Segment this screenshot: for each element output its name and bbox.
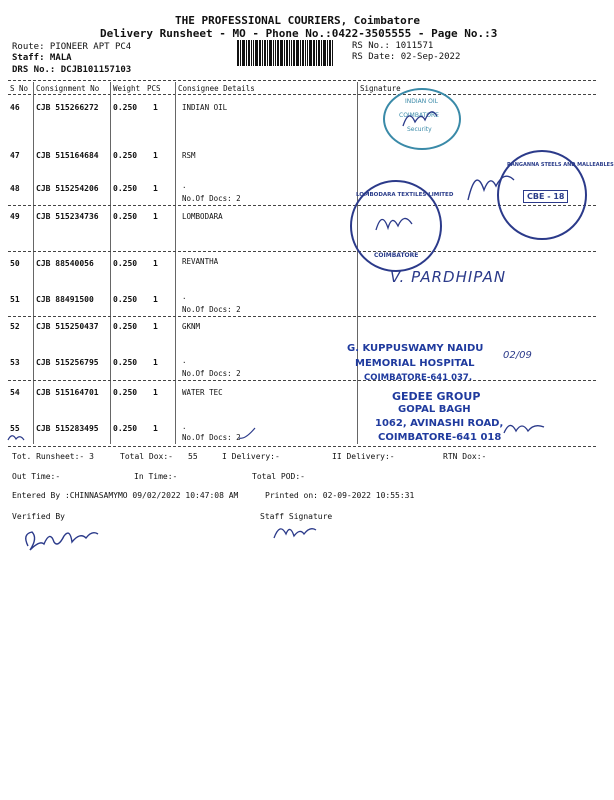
- total-runsheet: Tot. Runsheet:- 3: [12, 452, 94, 461]
- row-consignee: WATER TEC: [182, 388, 223, 397]
- lombodara-signature: [372, 206, 418, 240]
- row-sno: 47: [10, 151, 20, 160]
- row-rule: [8, 446, 596, 447]
- row-sno: 50: [10, 259, 20, 268]
- row-consignment: CJB 88491500: [36, 295, 94, 304]
- company-title: THE PROFESSIONAL COURIERS, Coimbatore: [175, 14, 421, 27]
- ranganna-signature: [462, 160, 522, 206]
- row-consignment: CJB 515266272: [36, 103, 99, 112]
- rs-number: RS No.: 1011571: [352, 41, 434, 51]
- col-weight: Weight: [113, 84, 141, 93]
- row-weight: 0.250: [113, 151, 138, 160]
- total-pod: Total POD:-: [252, 472, 305, 481]
- gedee-stamp-line1: GEDEE GROUP: [392, 390, 481, 403]
- hospital-stamp-line2: MEMORIAL HOSPITAL: [355, 358, 475, 369]
- col-sno: S No: [10, 84, 29, 93]
- staff-label: Staff: MALA: [12, 53, 72, 63]
- row-consignee: LOMBODARA: [182, 212, 223, 221]
- pen-mark: [6, 430, 28, 444]
- row-rule: [8, 316, 596, 317]
- row-pcs: 1: [153, 151, 158, 160]
- date-scrawl: 02/09: [503, 350, 532, 361]
- row-consignee: .: [182, 181, 187, 190]
- row-pcs: 1: [153, 424, 158, 433]
- row-docs: No.Of Docs: 2: [182, 305, 241, 314]
- col-divider: [175, 82, 176, 444]
- row-pcs: 1: [153, 322, 158, 331]
- route-label: Route: PIONEER APT PC4: [12, 42, 132, 52]
- row-sno: 51: [10, 295, 20, 304]
- hospital-stamp-line1: G. KUPPUSWAMY NAIDU: [347, 343, 484, 354]
- printed-on: Printed on: 02-09-2022 10:55:31: [265, 491, 415, 500]
- row-sno: 48: [10, 184, 20, 193]
- row-consignment: CJB 515283495: [36, 424, 99, 433]
- lombodara-stamp: LOMBODARA TEXTILES LIMITED COIMBATORE: [350, 180, 442, 272]
- row-consignee: GKNM: [182, 322, 201, 331]
- row-consignee: .: [182, 422, 187, 431]
- rs-date: RS Date: 02-Sep-2022: [352, 52, 461, 62]
- row-weight: 0.250: [113, 388, 138, 397]
- header-bottom-rule: [8, 94, 596, 95]
- total-dox-label: Total Dox:-: [120, 452, 173, 461]
- row-weight: 0.250: [113, 259, 138, 268]
- col-divider: [110, 82, 111, 444]
- row-consignment: CJB 515234736: [36, 212, 99, 221]
- hospital-stamp-line3: COIMBATORE-641 037.: [364, 373, 473, 383]
- row-consignee: REVANTHA: [182, 257, 219, 266]
- entered-by: Entered By :CHINNASAMYMO 09/02/2022 10:47:08 AM: [12, 491, 239, 500]
- row-sno: 46: [10, 103, 20, 112]
- row-sno: 49: [10, 212, 20, 221]
- header-top-rule: [8, 80, 596, 81]
- row-pcs: 1: [153, 388, 158, 397]
- runsheet-subtitle: Delivery Runsheet - MO - Phone No.:0422-3505555 - Page No.:3: [100, 27, 498, 40]
- verified-by: Verified By: [12, 512, 65, 521]
- row-sno: 53: [10, 358, 20, 367]
- row-consignment: CJB 515164701: [36, 388, 99, 397]
- out-time: Out Time:-: [12, 472, 61, 481]
- row-docs: No.Of Docs: 2: [182, 194, 241, 203]
- row-consignment: CJB 88540056: [36, 259, 94, 268]
- handwritten-name: V. PARDHIPAN: [390, 268, 507, 286]
- row-pcs: 1: [153, 103, 158, 112]
- verifier-signature: [20, 520, 110, 560]
- drs-number: DRS No.: DCJB101157103: [12, 65, 132, 75]
- row-consignment: CJB 515254206: [36, 184, 99, 193]
- col-consignee: Consignee Details: [178, 84, 255, 93]
- row-weight: 0.250: [113, 358, 138, 367]
- row-pcs: 1: [153, 358, 158, 367]
- gedee-stamp-line2: GOPAL BAGH: [398, 404, 471, 415]
- staff-signature: [270, 516, 320, 544]
- row-weight: 0.250: [113, 184, 138, 193]
- row-consignment: CJB 515250437: [36, 322, 99, 331]
- gedee-signature: [500, 415, 548, 441]
- row-sno: 52: [10, 322, 20, 331]
- row-weight: 0.250: [113, 103, 138, 112]
- row-consignee: INDIAN OIL: [182, 103, 228, 112]
- row-sno: 55: [10, 424, 20, 433]
- indian-oil-stamp: INDIAN OIL COIMBATORE Security: [383, 88, 461, 150]
- row-consignee: RSM: [182, 151, 196, 160]
- row-weight: 0.250: [113, 424, 138, 433]
- gedee-stamp-line3: 1062, AVINASHI ROAD,: [375, 418, 504, 429]
- row-rule: [8, 380, 596, 381]
- row-sno: 54: [10, 388, 20, 397]
- col-divider: [33, 82, 34, 444]
- row-pcs: 1: [153, 259, 158, 268]
- rtn-dox: RTN Dox:-: [443, 452, 487, 461]
- col-consignment: Consignment No: [36, 84, 100, 93]
- row-docs: No.Of Docs: 2: [182, 369, 241, 378]
- gedee-stamp-line4: COIMBATORE-641 018: [378, 432, 502, 443]
- row-weight: 0.250: [113, 295, 138, 304]
- row-weight: 0.250: [113, 322, 138, 331]
- staff-signature-label: Staff Signature: [260, 512, 333, 521]
- row-consignee: .: [182, 356, 187, 365]
- row-pcs: 1: [153, 295, 158, 304]
- ranganna-stamp: RANGANNA STEELS AND MALLEABLES CBE - 18: [497, 150, 587, 240]
- row-pcs: 1: [153, 212, 158, 221]
- row-pcs: 1: [153, 184, 158, 193]
- row-consignee: .: [182, 292, 187, 301]
- row-docs: No.Of Docs: 2: [182, 433, 241, 442]
- col-pcs: PCS: [147, 84, 161, 93]
- indian-oil-signature: [395, 98, 445, 138]
- ii-delivery: II Delivery:-: [332, 452, 395, 461]
- tick-mark: [237, 426, 257, 442]
- in-time: In Time:-: [134, 472, 178, 481]
- row-consignment: CJB 515164684: [36, 151, 99, 160]
- row-rule: [8, 251, 596, 252]
- col-divider: [357, 82, 358, 444]
- row-consignment: CJB 515256795: [36, 358, 99, 367]
- barcode: [237, 40, 345, 66]
- col-signature: Signature: [360, 84, 401, 93]
- row-weight: 0.250: [113, 212, 138, 221]
- total-dox-value: 55: [188, 452, 198, 461]
- i-delivery: I Delivery:-: [222, 452, 280, 461]
